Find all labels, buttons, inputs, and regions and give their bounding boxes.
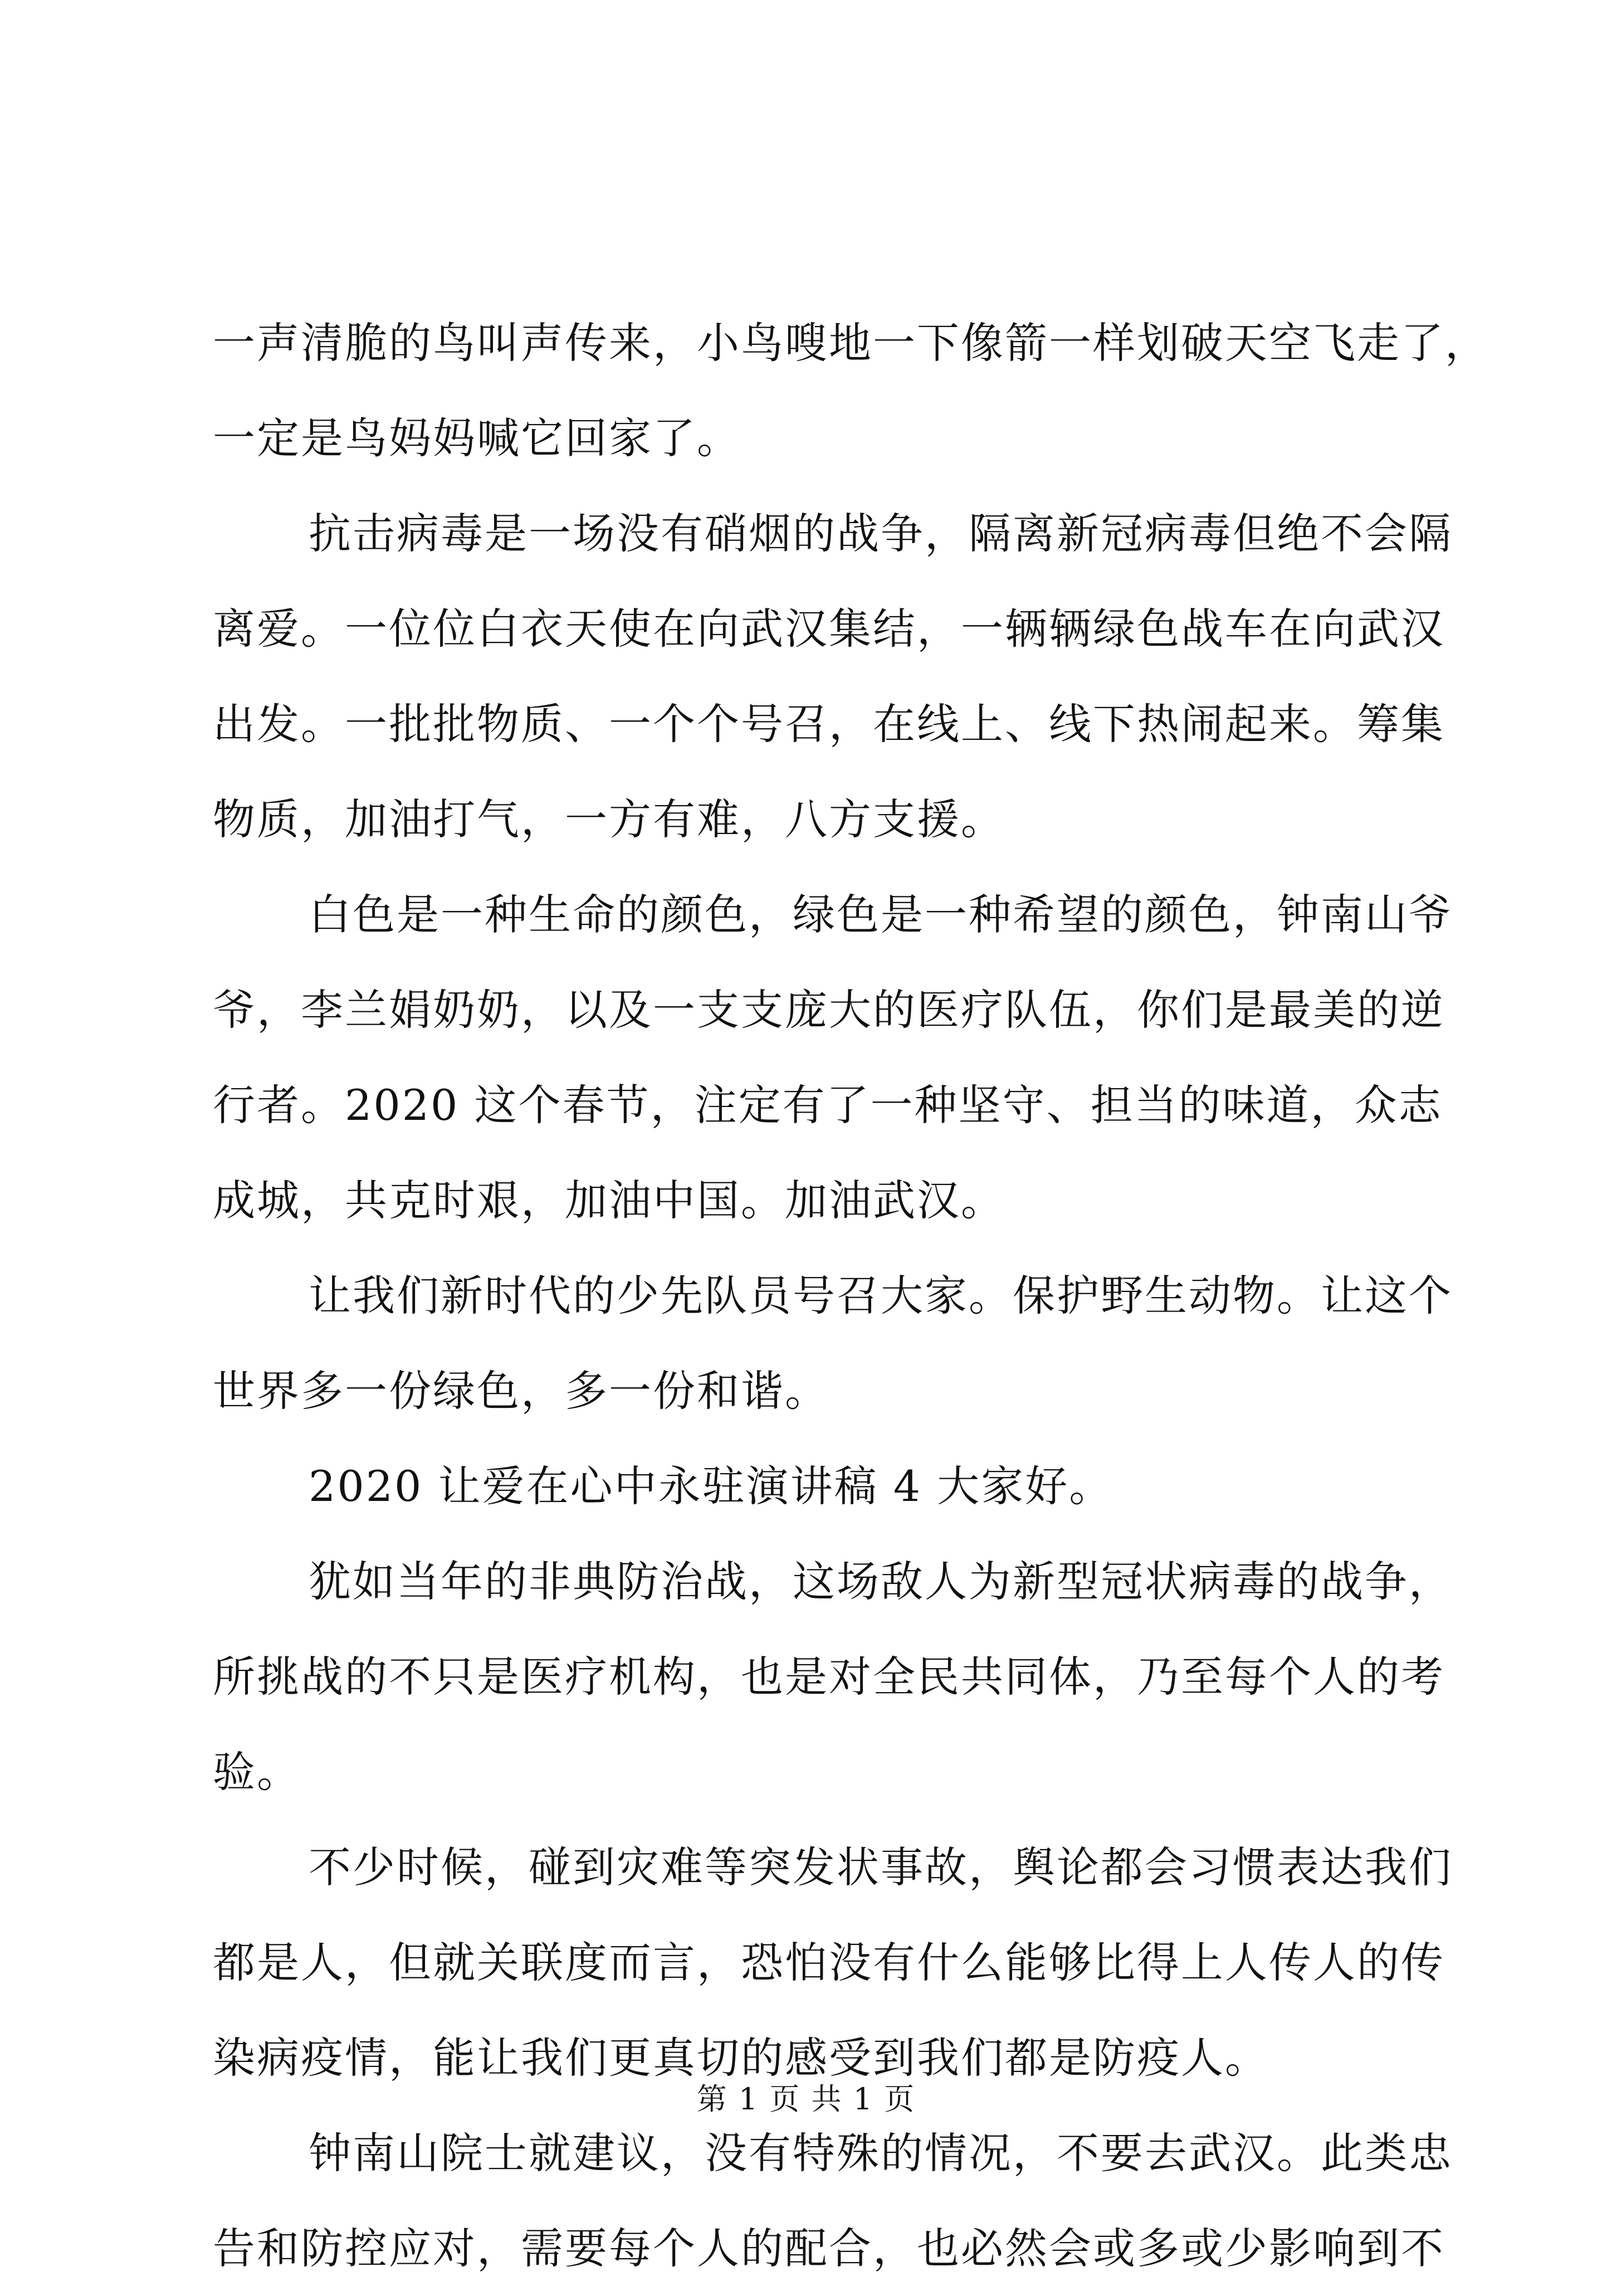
text-line: 都是人，但就关联度而言，恐怕没有什么能够比得上人传人的传 xyxy=(213,1938,1445,1987)
text-line: 验。 xyxy=(213,1747,301,1797)
text-line: 抗击病毒是一场没有硝烟的战争，隔离新冠病毒但绝不会隔 xyxy=(309,509,1453,558)
text-line: 成城，共克时艰，加油中国。加油武汉。 xyxy=(213,1176,1005,1225)
text-line: 染病疫情，能让我们更真切的感受到我们都是防疫人。 xyxy=(213,2033,1269,2083)
paragraph xyxy=(213,1534,1466,1820)
text-line: 一定是鸟妈妈喊它回家了。 xyxy=(213,413,741,463)
text-line: 犹如当年的非典防治战，这场敌人为新型冠状病毒的战争， xyxy=(309,1557,1453,1606)
paragraph xyxy=(213,295,1489,486)
text-line: 爷，李兰娟奶奶，以及一支支庞大的医疗队伍，你们是最美的逆 xyxy=(213,985,1445,1035)
paragraph xyxy=(213,867,1466,1248)
text-line: 让我们新时代的少先队员号召大家。保护野生动物。让这个 xyxy=(309,1271,1453,1320)
text-line: 世界多一份绿色，多一份和谐。 xyxy=(213,1366,829,1416)
paragraph xyxy=(213,2105,1466,2296)
text-line: 所挑战的不只是医疗机构，也是对全民共同体，乃至每个人的考 xyxy=(213,1652,1445,1702)
text-line: 离爱。一位位白衣天使在向武汉集结，一辆辆绿色战车在向武汉 xyxy=(213,604,1445,654)
page-footer: 第 1 页 共 1 页 xyxy=(696,2081,916,2117)
text-line: 钟南山院士就建议，没有特殊的情况，不要去武汉。此类忠 xyxy=(309,2128,1453,2178)
text-line: 不少时候，碰到灾难等突发状事故，舆论都会习惯表达我们 xyxy=(309,1842,1453,1892)
text-line: 一声清脆的鸟叫声传来，小鸟嗖地一下像箭一样划破天空飞走了， xyxy=(213,318,1489,368)
document-body xyxy=(213,295,1489,2296)
text-line: 2020 让爱在心中永驻演讲稿 4 大家好。 xyxy=(309,1461,1113,1511)
text-line: 物质，加油打气，一方有难，八方支援。 xyxy=(213,794,1005,844)
paragraph xyxy=(213,1820,1466,2105)
text-line: 出发。一批批物质、一个个号召，在线上、线下热闹起来。筹集 xyxy=(213,699,1445,749)
text-line: 白色是一种生命的颜色，绿色是一种希望的颜色，钟南山爷 xyxy=(309,890,1453,939)
paragraph xyxy=(213,486,1466,867)
text-line: 告和防控应对，需要每个人的配合，也必然会或多或少影响到不 xyxy=(213,2224,1445,2273)
paragraph xyxy=(213,1248,1466,1439)
text-line: 行者。2020 这个春节，注定有了一种坚守、担当的味道，众志 xyxy=(213,1080,1443,1130)
paragraph xyxy=(213,1439,1466,1534)
